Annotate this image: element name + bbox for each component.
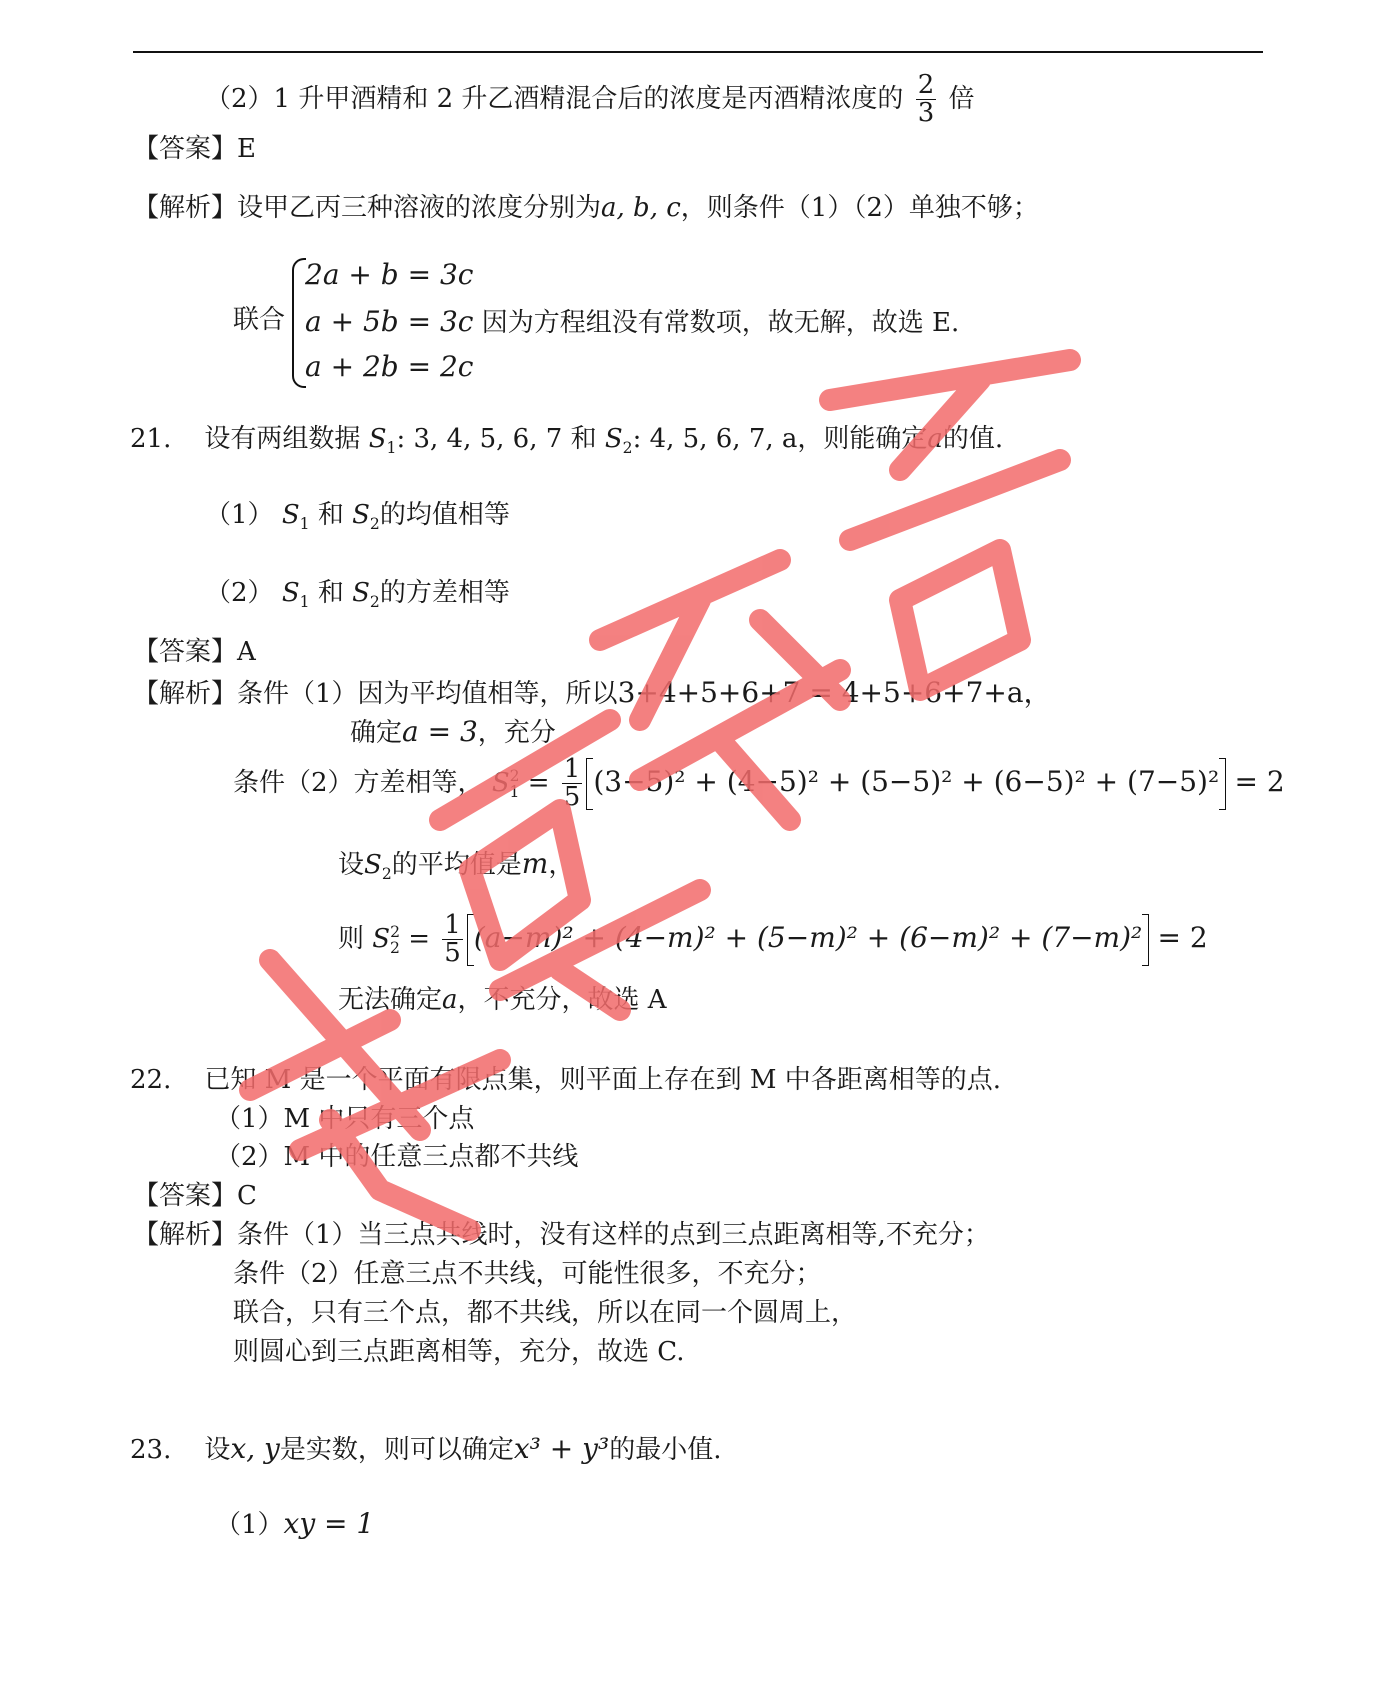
equation-1: 2a + b = 3c bbox=[305, 258, 474, 291]
q21-stem: 21. 设有两组数据 $S_1$: 3, 4, 5, 6, 7 和 $S_2$: 4, 5, 6, 7, a，则能确定a的值. bbox=[130, 424, 1004, 458]
q23-condition-1: （1）xy = 1 bbox=[215, 1507, 375, 1540]
q21-condition-1: （1） $S_1$ 和 $S_2$的均值相等 bbox=[205, 500, 510, 534]
q22-analysis-3: 联合，只有三个点，都不共线，所以在同一个圆周上， bbox=[233, 1298, 858, 1328]
header-rule bbox=[133, 51, 1263, 53]
prev-analysis: 【解析】设甲乙丙三种溶液的浓度分别为a, b, c，则条件（1）（2）单独不够； bbox=[133, 193, 1039, 223]
prev-condition-2: （2）1 升甲酒精和 2 升乙酒精混合后的浓度是丙酒精浓度的 $\frac{2}{3}$ 倍 bbox=[205, 70, 975, 129]
q22-analysis-2: 条件（2）任意三点不共线，可能性很多，不充分； bbox=[233, 1259, 822, 1289]
q22-answer: 【答案】C bbox=[133, 1181, 257, 1211]
prev-answer: 【答案】E bbox=[133, 134, 256, 164]
q21-analysis-2: 确定a = 3，充分 bbox=[350, 715, 556, 748]
q21-answer: 【答案】A bbox=[133, 637, 256, 667]
system-brace bbox=[292, 258, 306, 388]
q21-analysis-3: 条件（2）方差相等， $S^2_1$ = $\frac{1}{5}$ (3−5)² + (4−5)² + (5−5)² + (6−5)² + (7−5)² = 2 bbox=[233, 754, 1285, 813]
q22-analysis-1: 【解析】条件（1）当三点共线时，没有这样的点到三点距离相等,不充分； bbox=[133, 1220, 990, 1250]
fraction-two-thirds: $\frac{2}{3}$ bbox=[917, 70, 935, 129]
q22-stem: 22. 已知 M 是一个平面有限点集，则平面上存在到 M 中各距离相等的点. bbox=[130, 1065, 1001, 1095]
q21-analysis-5: 则 $S^2_2$ = $\frac{1}{5}$ (a−m)² + (4−m)² + (5−m)² + (6−m)² + (7−m)² = 2 bbox=[338, 910, 1208, 969]
q21-analysis-4: 设$S_2$的平均值是m， bbox=[338, 847, 575, 884]
q22-condition-2: （2）M 中的任意三点都不共线 bbox=[215, 1142, 579, 1172]
q22-condition-1: （1）M 中只有三个点 bbox=[215, 1104, 475, 1134]
q23-stem: 23. 设x, y是实数，则可以确定x³ + y³的最小值. bbox=[130, 1432, 722, 1465]
equation-3: a + 2b = 2c bbox=[305, 350, 474, 383]
equation-2-line: a + 5b = 3c 因为方程组没有常数项，故无解，故选 E. bbox=[305, 305, 960, 338]
joint-label: 联合 bbox=[233, 305, 286, 335]
q21-analysis-1: 【解析】条件（1）因为平均值相等，所以3+4+5+6+7 = 4+5+6+7+a， bbox=[133, 676, 1052, 709]
q21-analysis-6: 无法确定a，不充分，故选 A bbox=[338, 985, 667, 1015]
q21-condition-2: （2） $S_1$ 和 $S_2$的方差相等 bbox=[205, 578, 510, 612]
q22-analysis-4: 则圆心到三点距离相等，充分，故选 C. bbox=[233, 1337, 685, 1367]
